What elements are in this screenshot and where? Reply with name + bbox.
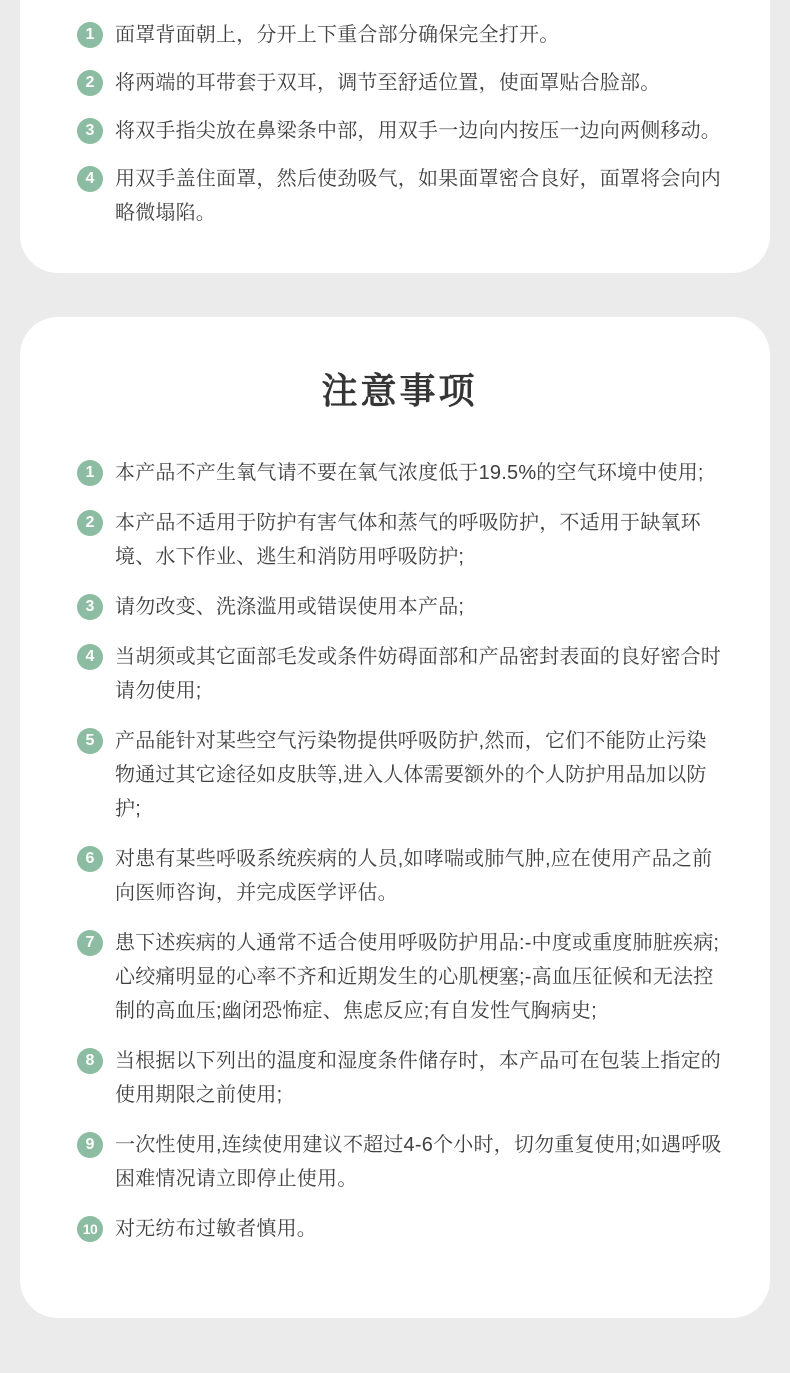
list-item: [77, 506, 722, 574]
step-number-badge: 2: [77, 510, 103, 536]
step-text: 患下述疾病的人通常不适合使用呼吸防护用品:-中度或重度肺脏疾病;心绞痛明显的心率不齐和近期发生的心肌梗塞;-高血压征候和无法控制的高血压;幽闭恐怖症、焦虑反应;有自发性气胸病史;: [115, 932, 720, 1022]
step-number-badge: 8: [77, 1048, 103, 1074]
step-text: 当胡须或其它面部毛发或条件妨碍面部和产品密封表面的良好密合时请勿使用;: [115, 646, 721, 702]
list-item: [77, 114, 722, 148]
notice-title: 注意事项: [321, 370, 478, 411]
step-number-badge: 7: [77, 930, 103, 956]
notice-items-list: [77, 456, 722, 1246]
step-text: 一次性使用,连续使用建议不超过4-6个小时，切勿重复使用;如遇呼吸困难情况请立即停止使用。: [115, 1134, 722, 1190]
list-item: [77, 1044, 722, 1112]
step-text: 将双手指尖放在鼻梁条中部，用双手一边向内按压一边向两侧移动。: [115, 120, 721, 142]
list-item: [77, 66, 722, 100]
step-text: 对患有某些呼吸系统疾病的人员,如哮喘或肺气肿,应在使用产品之前向医师咨询，并完成医学评估。: [115, 848, 713, 904]
step-number-badge: 6: [77, 846, 103, 872]
step-number-badge: 1: [77, 22, 103, 48]
step-text: 本产品不适用于防护有害气体和蒸气的呼吸防护，不适用于缺氧环境、水下作业、逃生和消防用呼吸防护;: [115, 512, 701, 568]
step-number-badge: 2: [77, 70, 103, 96]
step-text: 面罩背面朝上，分开上下重合部分确保完全打开。: [115, 24, 560, 46]
usage-steps-list: [77, 18, 722, 230]
list-item: [77, 926, 722, 1028]
step-number-badge: 10: [77, 1216, 103, 1242]
notice-card: [20, 317, 770, 1318]
list-item: [77, 1212, 722, 1246]
list-item: [77, 590, 722, 624]
step-number-badge: 3: [77, 594, 103, 620]
step-number-badge: 4: [77, 644, 103, 670]
usage-steps-card: [20, 0, 770, 273]
step-text: 将两端的耳带套于双耳，调节至舒适位置，使面罩贴合脸部。: [115, 72, 661, 94]
step-text: 本产品不产生氧气请不要在氧气浓度低于19.5%的空气环境中使用;: [115, 462, 704, 484]
step-text: 用双手盖住面罩，然后使劲吸气，如果面罩密合良好，面罩将会向内略微塌陷。: [115, 168, 721, 224]
list-item: [77, 456, 722, 490]
list-item: [77, 1128, 722, 1196]
step-text: 当根据以下列出的温度和湿度条件储存时，本产品可在包装上指定的使用期限之前使用;: [115, 1050, 721, 1106]
step-text: 请勿改变、洗涤滥用或错误使用本产品;: [115, 596, 465, 618]
step-number-badge: 1: [77, 460, 103, 486]
step-number-badge: 9: [77, 1132, 103, 1158]
step-number-badge: 4: [77, 166, 103, 192]
step-text: 产品能针对某些空气污染物提供呼吸防护,然而，它们不能防止污染物通过其它途径如皮肤等,进入人体需要额外的个人防护用品加以防护;: [115, 730, 707, 820]
step-text: 对无纺布过敏者慎用。: [115, 1218, 317, 1240]
list-item: [77, 842, 722, 910]
step-number-badge: 3: [77, 118, 103, 144]
list-item: [77, 640, 722, 708]
list-item: [77, 18, 722, 52]
list-item: [77, 162, 722, 230]
list-item: [77, 724, 722, 826]
step-number-badge: 5: [77, 728, 103, 754]
